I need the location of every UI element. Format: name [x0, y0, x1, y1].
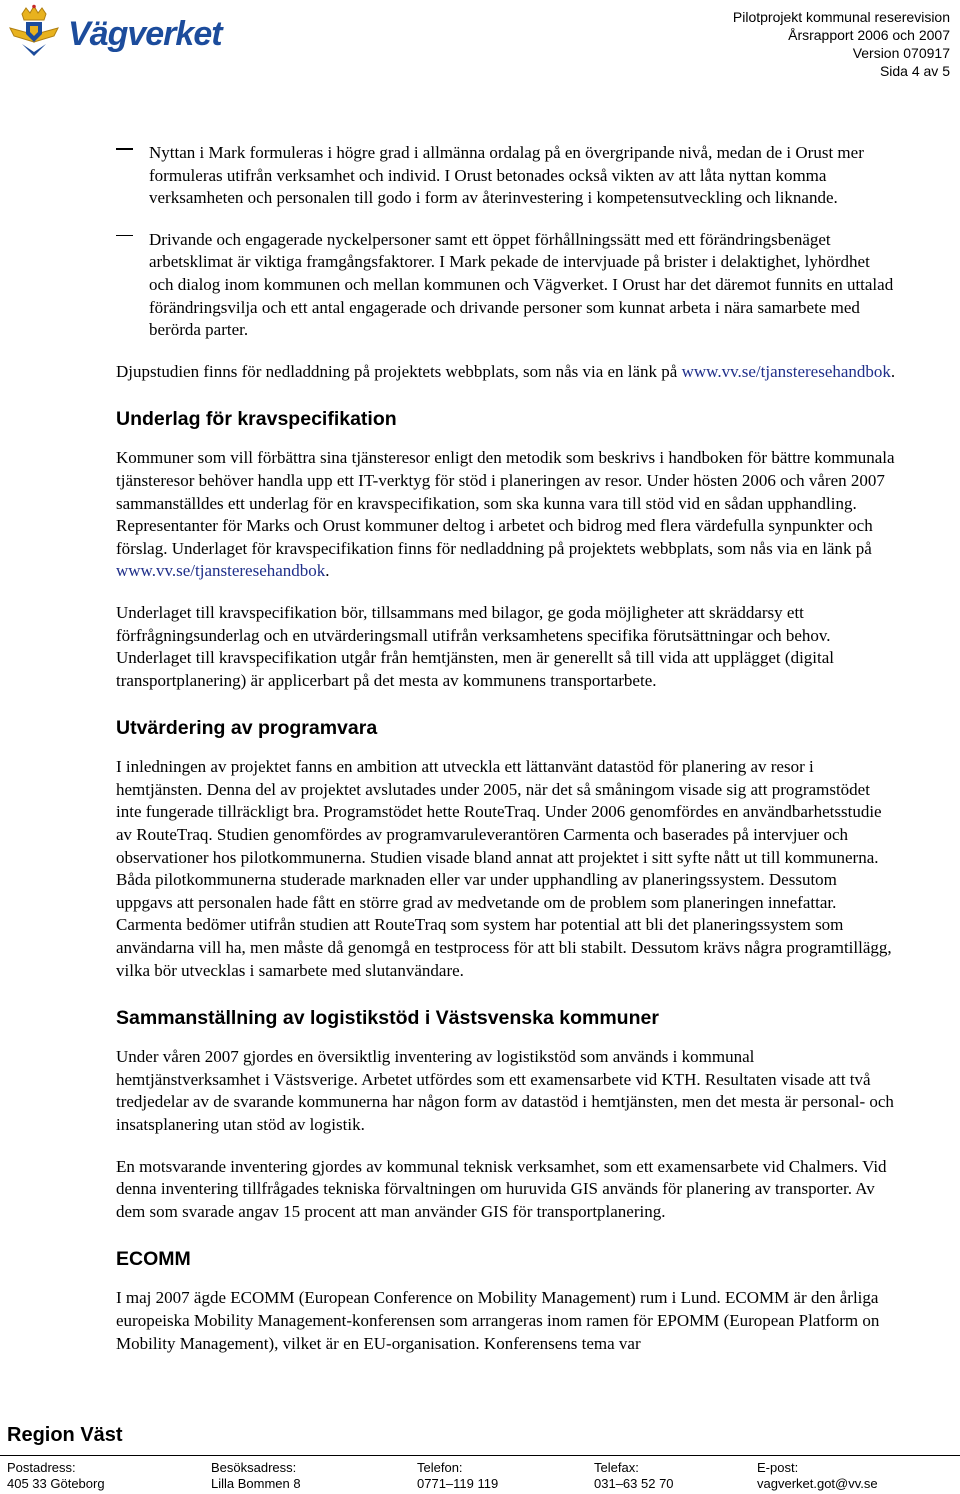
header-version: Version 070917	[852, 45, 950, 61]
kravspecifikation-paragraph-2: Underlaget till kravspecifikation bör, tillsammans med bilagor, ge goda möjligheter att skräddarsy ett förfrågningsunderlag och en utvärderingsmall utifrån verksamhetens specifika förutsättningar och behov. Underlaget till kravspecifikation utgår från hemtjänsten, men är generellt så till vida att upplägget (digital transportplanering) är applicerbart på det mesta av kommunens transportarbete.	[116, 602, 835, 690]
vagverket-logo	[8, 4, 248, 60]
heading-kravspecifikation: Underlag för kravspecifikation	[116, 408, 397, 431]
bullet-text: Drivande och engagerade nyckelpersoner samt ett öppet förhållningssätt med ett förändringsbenäget arbetsklimat är viktiga framgångsfaktorer. I Mark pekade de intervjuade på brister i delaktighet, lyhördhet och dialog inom kommunen och mellan kommunen och Vägverket. I Orust har det däremot funnits en uttalad förändringsvilja och ett antal engagerade och drivande personer som kunnat arbeta i nära samarbete med berörda parter.	[149, 229, 894, 340]
region-label: Region Väst	[7, 1424, 123, 1446]
dash-bullet-icon	[116, 148, 133, 150]
bullet-text: Nyttan i Mark formuleras i högre grad i allmänna ordalag på en övergripande nivå, medan de i Orust mer formuleras utifrån verksamhet och individ. I Orust betonades också vikten av att låta nyttan komma verksamheten och personalen till godo i form av återinvestering i kompetensutveckling och liknande.	[149, 143, 864, 208]
footer	[0, 1460, 960, 1494]
bullet-item	[116, 142, 896, 210]
logistikstod-paragraph-1: Under våren 2007 gjordes en översiktlig inventering av logistikstöd som används i kommunal hemtjänstverksamhet i Västsverige. Arbetet utfördes som ett examensarbete vid KTH. Resultaten visade att två tredjedelar av de svarande kommunerna har någon form av datastöd i hemtjänsten, men det mesta är personal- och insatsplanering utan stöd av logistik.	[116, 1047, 894, 1134]
document-header	[733, 8, 950, 80]
ecomm-paragraph: I maj 2007 ägde ECOMM (European Conference on Mobility Management) rum i Lund. ECOMM är den årliga europeiska Mobility Management-konferensen som arrangeras inom ramen för EPOMM (European Platform on Mobility Management), vilket är en EU-organisation. Konferensens tema var	[116, 1288, 880, 1353]
header-page-number: Sida 4 av 5	[879, 63, 950, 79]
footer-telefon: Telefon: 0771–119 119	[417, 1460, 499, 1491]
footer-divider	[0, 1455, 960, 1456]
bullet-item	[116, 229, 896, 342]
intro-paragraph: Djupstudien finns för nedladdning på projektets webbplats, som nås via en länk på www.vv.se/tjansteresehandbok.	[116, 361, 896, 381]
header-project-title: Pilotprojekt kommunal reserevision	[732, 9, 950, 25]
logistikstod-paragraph-2: En motsvarande inventering gjordes av kommunal teknisk verksamhet, som ett examensarbete vid Chalmers. Vid denna inventering tillfrågades tekniska förvaltningen om huruvida GIS används för planering av transporter. Av dem som svarade angav 15 procent att man använder GIS för transportplanering.	[116, 1156, 887, 1221]
tjansteresehandbok-link[interactable]: www.vv.se/tjansteresehandbok	[681, 361, 891, 381]
footer-besoksadress: Besöksadress: Lilla Bommen 8	[211, 1460, 301, 1491]
footer-telefax: Telefax: 031–63 52 70	[594, 1460, 674, 1491]
logo-wordmark: Vägverket	[68, 15, 222, 53]
crown-emblem-icon	[8, 4, 64, 60]
tjansteresehandbok-link[interactable]: www.vv.se/tjansteresehandbok	[116, 561, 326, 581]
heading-logistikstod: Sammanställning av logistikstöd i Västsvenska kommuner	[116, 1007, 659, 1030]
kravspecifikation-paragraph-1: Kommuner som vill förbättra sina tjänsteresor enligt den metodik som beskrivs i handboken för bättre kommunala tjänsteresor behöver handla upp ett IT-verktyg för stöd i planeringen av resor. Under hösten 2006 och våren 2007 sammanställdes ett underlag för en kravspecifikation, som ska kunna vara till stöd vid en sådan upphandling. Representanter för Marks och Orust kommuner deltog i arbetet och bidrog med flera värdefulla synpunkter och förslag. Underlaget för kravspecifikation finns för nedladdning på projektets webbplats, som nås via en länk på www.vv.se/tjansteresehandbok.	[116, 448, 895, 581]
header-report-title: Årsrapport 2006 och 2007	[788, 27, 950, 43]
document-body	[116, 142, 896, 1374]
heading-utvardering: Utvärdering av programvara	[116, 717, 378, 740]
utvardering-paragraph: I inledningen av projektet fanns en ambition att utveckla ett lättanvänt datastöd för planering av resor i hemtjänsten. Denna del av projektet avslutades under 2005, när det så småningom visade sig att programstödet inte fungerade tillräckligt bra. Programstödet hette RouteTraq. Under 2006 genomfördes en användbarhetsstudie av RouteTraq. Studien genomfördes av programvaruleverantören Carmenta och baserades på intervjuer och observationer hos pilotkommunerna. Studien visade bland annat att projektet i sitt syfte nått ut till kommunerna. Båda pilotkommunerna studerade marknaden eller var under upphandling av planeringssystem. Dessutom uppgavs att personalen hade fått en större grad av medvetande om de problem som planeringen innefattar. Carmenta bedömer utifrån studien att RouteTraq som system har potential att bli det planeringssystem som användarna vill ha, men måste då genomgå en testprocess för att bli stabilt. Dessutom krävs några programtillägg, vilka bör utvecklas i samarbete med slutanvändare.	[116, 757, 892, 980]
footer-epost: E-post: vagverket.got@vv.se	[757, 1460, 878, 1491]
heading-ecomm: ECOMM	[116, 1248, 191, 1271]
footer-postadress: Postadress: 405 33 Göteborg	[7, 1460, 105, 1491]
dash-bullet-icon	[116, 235, 133, 237]
